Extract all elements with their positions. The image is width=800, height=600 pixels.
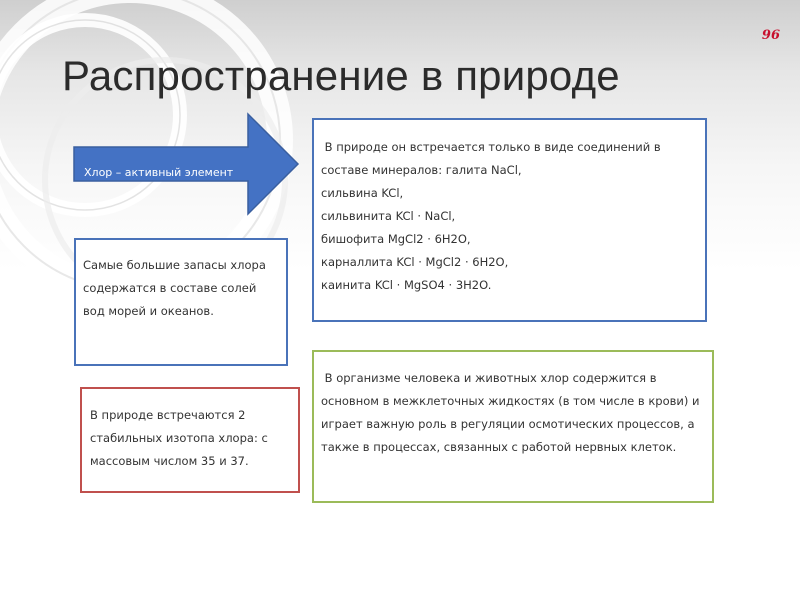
organism-box — [312, 350, 714, 503]
minerals-line: В природе он встречается только в виде соединений в — [321, 140, 661, 154]
isotopes-box — [80, 387, 300, 493]
arrow-right-icon — [72, 112, 300, 216]
organism-line: В организме человека и животных хлор содержится в — [321, 371, 657, 385]
minerals-box — [312, 118, 707, 322]
page-title: Распространение в природе — [62, 52, 620, 99]
reserves-line: вод морей и океанов. — [83, 304, 214, 318]
reserves-box — [74, 238, 288, 366]
minerals-line: сильвина KCl, — [321, 186, 404, 200]
reserves-line: Самые большие запасы хлора — [83, 258, 266, 272]
page-number: 96 — [761, 28, 780, 43]
minerals-line: составе минералов: галита NaCl, — [321, 163, 522, 177]
minerals-line: каинита KCl · MgSO4 · 3H2O. — [321, 278, 492, 292]
organism-line: основном в межклеточных жидкостях (в том числе в крови) и — [321, 394, 700, 408]
minerals-line: карналлита KCl · MgCl2 · 6H2O, — [321, 255, 509, 269]
minerals-line: сильвинита KCl · NaCl, — [321, 209, 456, 223]
isotopes-line: В природе встречаются 2 — [90, 408, 246, 422]
reserves-line: содержатся в составе солей — [83, 281, 257, 295]
isotopes-line: массовым числом 35 и 37. — [90, 454, 249, 468]
organism-line: также в процессах, связанных с работой нервных клеток. — [321, 440, 677, 454]
organism-line: играет важную роль в регуляции осмотических процессов, а — [321, 417, 695, 431]
minerals-line: бишофита MgCl2 · 6H2O, — [321, 232, 471, 246]
isotopes-line: стабильных изотопа хлора: с — [90, 431, 268, 445]
arrow-text: Хлор – активный элемент — [84, 166, 234, 179]
